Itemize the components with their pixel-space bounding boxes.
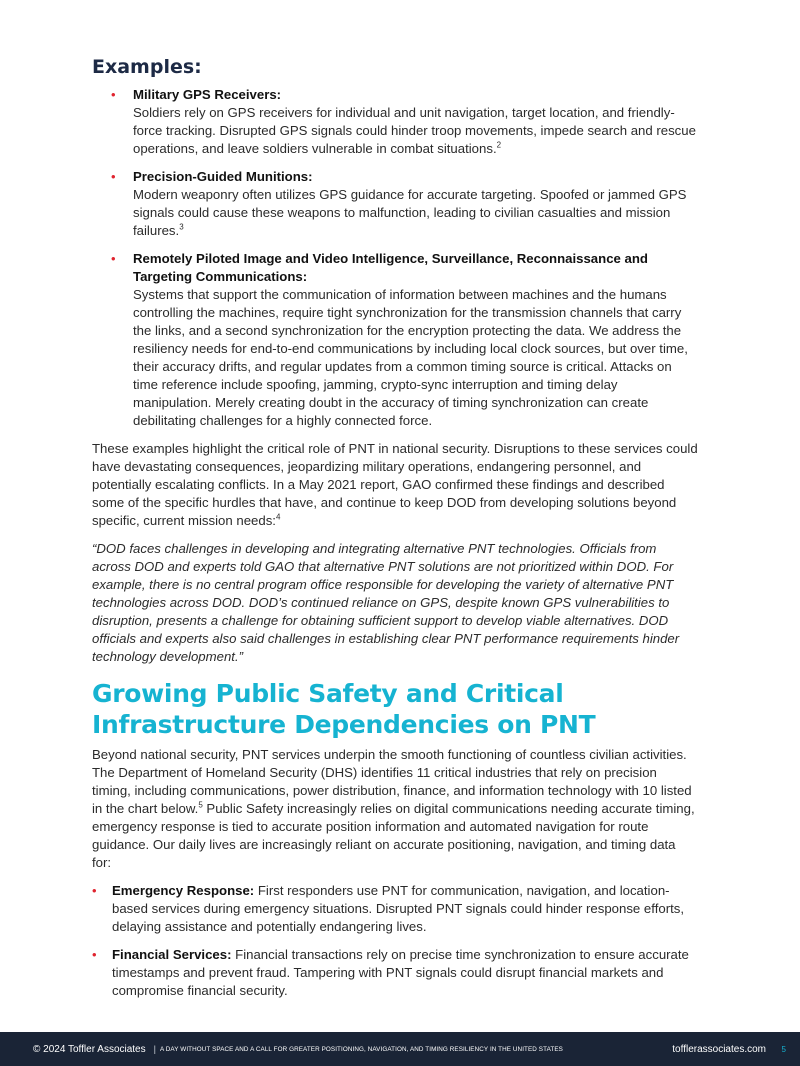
footnote-ref: 4 <box>275 512 281 522</box>
body-paragraph: Beyond national security, PNT services underpin the smooth functioning of countless civilian activities. The Department of Homeland Security (DHS) identifies 11 critical industries that rely on precision timing, including communications, power distribution, finance, and information technology with 10 listed in the chart below.$^5$ Public Safety increasingly relies on digital communications needing accurate timing, emergency response is tied to accurate position information and automated navigation for route guidance. Our daily lives are increasingly reliant on accurate positioning, navigation, and timing data for: <box>92 747 695 870</box>
bullet-icon: • <box>111 251 116 266</box>
footnote-ref: 2 <box>496 140 502 150</box>
bullet-icon: • <box>92 947 97 962</box>
page-number: 5 <box>781 1044 786 1054</box>
item-text: Financial transactions rely on precise time synchronization to ensure accurate timestamps and prevent fraud. Tampering with PNT signals could disrupt financial markets and compromise financial security. <box>112 947 689 998</box>
page-content <box>92 56 698 1010</box>
civil-list <box>92 882 698 1000</box>
item-title: Financial Services: <box>112 947 232 962</box>
gao-quote: “DOD faces challenges in developing and integrating alternative PNT technologies. Officials from across DOD and experts told GAO that alternative PNT solutions are not prioritized within DOD. For example, there is no central program office responsible for developing the variety of alternative PNT technologies across DOD. DOD’s continued reliance on GPS, despite known GPS vulnerabilities to disruption, presents a challenge for obtaining sufficient support to develop viable alternatives. DOD officials and experts also said challenges in establishing clear PNT performance requirements hinder technology development.” <box>92 541 680 664</box>
item-title: Precision-Guided Munitions: <box>133 169 313 184</box>
footnote-ref: 3 <box>179 222 184 232</box>
item-text: First responders use PNT for communication, navigation, and location-based services during emergency situations. Disrupted PNT signals could hinder response efforts, delaying assistance and potentially endangering lives. <box>112 883 685 934</box>
item-text: Systems that support the communication of information between machines and the humans controlling the machines, require tight synchronization for the transmission channels that carry the links, and a second synchronization for the encryption protecting the data. We address the resiliency needs for end-to-end communications by including local clock sources, but over time, their accuracy drifts, and regular updates from a common timing source is critical. Attacks on time reference include spoofing, jamming, crypto-sync interruption and timing delay manipulation. Merely creating doubt in the accuracy of timing synchronization can create debilitating challenges for a highly connected force. <box>133 287 688 428</box>
bullet-icon: • <box>111 169 116 184</box>
body-paragraph: These examples highlight the critical role of PNT in national security. Disruptions to these services could have devastating consequences, jeopardizing military operations, endangering personnel, and potentially escalating conflicts. In a May 2021 report, GAO confirmed these findings and described some of the specific hurdles that have, and continue to keep DOD from developing solutions beyond specific, current mission needs:$^4$ <box>92 441 698 528</box>
footnote-ref: 5 <box>198 800 203 810</box>
list-item <box>92 882 698 936</box>
examples-heading: Examples: <box>92 56 202 78</box>
page-footer <box>0 1032 800 1066</box>
footer-copyright: © 2024 Toffler Associates <box>33 1043 146 1055</box>
list-item <box>92 250 698 430</box>
list-item <box>92 86 698 158</box>
item-title: Remotely Piloted Image and Video Intelligence, Surveillance, Reconnaissance and Targeting Communications: <box>133 251 648 284</box>
bullet-icon: • <box>92 883 97 898</box>
item-title: Military GPS Receivers: <box>133 87 282 102</box>
item-text: Modern weaponry often utilizes GPS guidance for accurate targeting. Spoofed or jammed GPS signals could cause these weapons to malfunction, leading to civilian casualties and mission failures.$^3$ <box>133 187 687 238</box>
section-heading: Growing Public Safety and Critical Infrastructure Dependencies on PNT <box>92 679 596 739</box>
footer-separator: | <box>153 1044 156 1054</box>
item-title: Emergency Response: <box>112 883 255 898</box>
footer-website-link[interactable]: tofflerassociates.com <box>672 1043 766 1055</box>
examples-list <box>92 86 698 430</box>
footer-document-title: A DAY WITHOUT SPACE AND A CALL FOR GREATER POSITIONING, NAVIGATION, AND TIMING RESILIENCY IN THE UNITED STATES <box>159 1045 563 1053</box>
list-item <box>92 946 698 1000</box>
item-text: Soldiers rely on GPS receivers for individual and unit navigation, target location, and friendly-force tracking. Disrupted GPS signals could hinder troop movements, impede search and rescue operations, and leave soldiers vulnerable in combat situations.$^2$ <box>133 105 696 156</box>
bullet-icon: • <box>111 87 116 102</box>
list-item <box>92 168 698 240</box>
